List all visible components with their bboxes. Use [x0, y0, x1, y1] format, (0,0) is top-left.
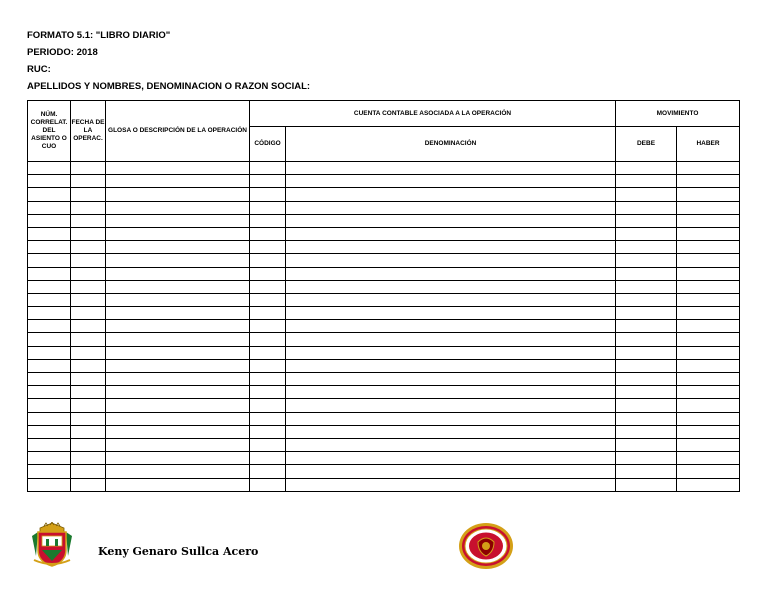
table-row	[28, 386, 740, 399]
table-cell	[71, 346, 106, 359]
table-cell	[616, 412, 677, 425]
table-cell	[250, 175, 286, 188]
table-cell	[28, 280, 71, 293]
table-cell	[71, 333, 106, 346]
table-cell	[677, 399, 740, 412]
format-title: FORMATO 5.1: "LIBRO DIARIO"	[27, 30, 171, 41]
table-cell	[286, 241, 616, 254]
table-cell	[250, 438, 286, 451]
table-cell	[616, 386, 677, 399]
table-cell	[106, 438, 250, 451]
table-cell	[286, 280, 616, 293]
table-cell	[250, 478, 286, 491]
table-cell	[28, 254, 71, 267]
table-cell	[286, 438, 616, 451]
table-cell	[106, 412, 250, 425]
table-cell	[616, 320, 677, 333]
table-row	[28, 293, 740, 306]
table-row	[28, 359, 740, 372]
table-cell	[677, 438, 740, 451]
table-cell	[106, 267, 250, 280]
table-cell	[106, 320, 250, 333]
table-cell	[286, 346, 616, 359]
table-cell	[28, 412, 71, 425]
table-cell	[677, 412, 740, 425]
table-cell	[677, 162, 740, 175]
header-glosa: GLOSA O DESCRIPCIÓN DE LA OPERACIÓN	[106, 101, 250, 162]
table-cell	[616, 307, 677, 320]
table-cell	[71, 188, 106, 201]
journal-table-body	[28, 162, 740, 492]
table-cell	[616, 201, 677, 214]
table-cell	[28, 386, 71, 399]
table-cell	[250, 320, 286, 333]
table-cell	[286, 333, 616, 346]
table-cell	[286, 254, 616, 267]
table-cell	[616, 162, 677, 175]
table-cell	[286, 162, 616, 175]
table-cell	[106, 162, 250, 175]
journal-table	[27, 100, 740, 492]
table-cell	[286, 359, 616, 372]
table-cell	[677, 333, 740, 346]
table-cell	[616, 425, 677, 438]
table-cell	[677, 241, 740, 254]
table-cell	[616, 399, 677, 412]
table-cell	[106, 214, 250, 227]
header-num-correlat: NÚM. CORRELAT. DEL ASIENTO O CUO	[28, 101, 71, 162]
table-cell	[106, 346, 250, 359]
table-cell	[286, 425, 616, 438]
table-cell	[71, 386, 106, 399]
table-cell	[286, 227, 616, 240]
table-cell	[616, 227, 677, 240]
table-cell	[250, 280, 286, 293]
table-cell	[28, 333, 71, 346]
table-cell	[71, 227, 106, 240]
signature-name: Keny Genaro Sullca Acero	[98, 545, 259, 558]
table-row	[28, 478, 740, 491]
header-movimiento: MOVIMIENTO	[616, 101, 740, 127]
header-cuenta-contable: CUENTA CONTABLE ASOCIADA A LA OPERACIÓN	[250, 101, 616, 127]
table-cell	[286, 175, 616, 188]
table-cell	[71, 452, 106, 465]
table-cell	[106, 359, 250, 372]
table-row	[28, 162, 740, 175]
table-cell	[28, 214, 71, 227]
table-cell	[250, 162, 286, 175]
table-cell	[106, 241, 250, 254]
table-cell	[616, 333, 677, 346]
table-cell	[677, 293, 740, 306]
table-cell	[286, 412, 616, 425]
table-cell	[28, 307, 71, 320]
table-cell	[71, 438, 106, 451]
table-cell	[616, 438, 677, 451]
table-cell	[616, 478, 677, 491]
table-cell	[71, 280, 106, 293]
table-cell	[71, 320, 106, 333]
table-cell	[71, 399, 106, 412]
table-cell	[28, 201, 71, 214]
journal-table-container	[27, 100, 740, 492]
document-header	[27, 27, 310, 95]
table-cell	[106, 175, 250, 188]
table-cell	[250, 241, 286, 254]
table-cell	[250, 373, 286, 386]
table-cell	[106, 307, 250, 320]
table-cell	[677, 254, 740, 267]
table-cell	[616, 254, 677, 267]
table-cell	[677, 280, 740, 293]
table-cell	[250, 452, 286, 465]
table-cell	[616, 293, 677, 306]
table-cell	[71, 412, 106, 425]
table-cell	[677, 359, 740, 372]
table-cell	[616, 465, 677, 478]
table-cell	[286, 373, 616, 386]
table-cell	[677, 465, 740, 478]
table-cell	[28, 452, 71, 465]
table-cell	[250, 201, 286, 214]
table-row	[28, 280, 740, 293]
table-row	[28, 320, 740, 333]
table-cell	[677, 320, 740, 333]
header-denominacion: DENOMINACIÓN	[286, 127, 616, 162]
table-cell	[28, 438, 71, 451]
header-debe: DEBE	[616, 127, 677, 162]
table-cell	[71, 359, 106, 372]
table-cell	[286, 214, 616, 227]
table-row	[28, 412, 740, 425]
table-cell	[106, 386, 250, 399]
table-row	[28, 333, 740, 346]
table-cell	[286, 386, 616, 399]
table-cell	[28, 227, 71, 240]
table-cell	[677, 201, 740, 214]
table-row	[28, 188, 740, 201]
coat-of-arms-icon	[30, 522, 74, 573]
table-row	[28, 227, 740, 240]
ruc-label: RUC:	[27, 64, 51, 75]
table-cell	[71, 241, 106, 254]
table-cell	[250, 307, 286, 320]
table-cell	[106, 293, 250, 306]
table-cell	[677, 214, 740, 227]
table-cell	[106, 478, 250, 491]
table-row	[28, 465, 740, 478]
table-cell	[71, 373, 106, 386]
table-cell	[250, 412, 286, 425]
table-cell	[250, 214, 286, 227]
table-cell	[616, 359, 677, 372]
table-cell	[250, 267, 286, 280]
header-haber: HABER	[677, 127, 740, 162]
table-cell	[71, 478, 106, 491]
table-cell	[71, 162, 106, 175]
table-cell	[28, 162, 71, 175]
table-cell	[71, 175, 106, 188]
table-cell	[106, 465, 250, 478]
table-cell	[71, 201, 106, 214]
table-cell	[677, 227, 740, 240]
table-cell	[677, 175, 740, 188]
table-cell	[250, 333, 286, 346]
table-cell	[616, 214, 677, 227]
table-cell	[28, 320, 71, 333]
table-cell	[250, 254, 286, 267]
table-cell	[250, 465, 286, 478]
header-codigo: CÓDIGO	[250, 127, 286, 162]
table-cell	[250, 346, 286, 359]
table-cell	[106, 254, 250, 267]
table-cell	[71, 214, 106, 227]
header-fecha: FECHA DE LA OPERAC.	[71, 101, 106, 162]
table-cell	[250, 227, 286, 240]
table-cell	[286, 267, 616, 280]
table-cell	[286, 188, 616, 201]
table-cell	[250, 386, 286, 399]
table-cell	[106, 227, 250, 240]
table-cell	[677, 452, 740, 465]
period-label: PERIODO: 2018	[27, 47, 98, 58]
table-cell	[106, 333, 250, 346]
table-cell	[286, 307, 616, 320]
table-cell	[616, 188, 677, 201]
table-cell	[616, 452, 677, 465]
table-cell	[677, 346, 740, 359]
table-cell	[28, 373, 71, 386]
table-row	[28, 452, 740, 465]
table-cell	[286, 320, 616, 333]
table-row	[28, 307, 740, 320]
table-cell	[286, 478, 616, 491]
table-cell	[677, 307, 740, 320]
table-cell	[106, 373, 250, 386]
table-cell	[28, 241, 71, 254]
table-cell	[71, 425, 106, 438]
table-cell	[106, 188, 250, 201]
table-cell	[677, 386, 740, 399]
table-cell	[106, 425, 250, 438]
table-row	[28, 201, 740, 214]
table-cell	[286, 452, 616, 465]
table-cell	[250, 359, 286, 372]
name-label: APELLIDOS Y NOMBRES, DENOMINACION O RAZON SOCIAL:	[27, 81, 311, 92]
table-cell	[28, 465, 71, 478]
table-row	[28, 175, 740, 188]
table-cell	[616, 267, 677, 280]
table-cell	[28, 175, 71, 188]
table-cell	[71, 465, 106, 478]
table-cell	[28, 359, 71, 372]
table-cell	[616, 373, 677, 386]
table-cell	[677, 188, 740, 201]
table-row	[28, 241, 740, 254]
table-cell	[677, 267, 740, 280]
table-cell	[28, 293, 71, 306]
table-cell	[286, 465, 616, 478]
table-cell	[28, 478, 71, 491]
table-cell	[71, 307, 106, 320]
table-row	[28, 373, 740, 386]
table-cell	[616, 280, 677, 293]
table-cell	[677, 373, 740, 386]
table-cell	[250, 293, 286, 306]
table-cell	[106, 399, 250, 412]
table-cell	[71, 267, 106, 280]
table-cell	[71, 293, 106, 306]
footer-signature	[30, 522, 258, 573]
table-row	[28, 425, 740, 438]
table-row	[28, 399, 740, 412]
round-seal-icon	[458, 522, 514, 575]
table-cell	[286, 293, 616, 306]
table-row	[28, 214, 740, 227]
table-cell	[616, 346, 677, 359]
table-cell	[677, 478, 740, 491]
table-cell	[28, 188, 71, 201]
table-cell	[250, 399, 286, 412]
table-cell	[28, 399, 71, 412]
table-cell	[286, 399, 616, 412]
table-cell	[106, 280, 250, 293]
table-cell	[28, 425, 71, 438]
table-cell	[28, 267, 71, 280]
table-cell	[106, 201, 250, 214]
table-row	[28, 267, 740, 280]
table-row	[28, 346, 740, 359]
table-cell	[616, 241, 677, 254]
table-row	[28, 254, 740, 267]
table-row	[28, 438, 740, 451]
table-cell	[250, 188, 286, 201]
table-cell	[28, 346, 71, 359]
table-cell	[616, 175, 677, 188]
table-cell	[677, 425, 740, 438]
table-cell	[250, 425, 286, 438]
table-cell	[106, 452, 250, 465]
table-cell	[286, 201, 616, 214]
table-cell	[71, 254, 106, 267]
